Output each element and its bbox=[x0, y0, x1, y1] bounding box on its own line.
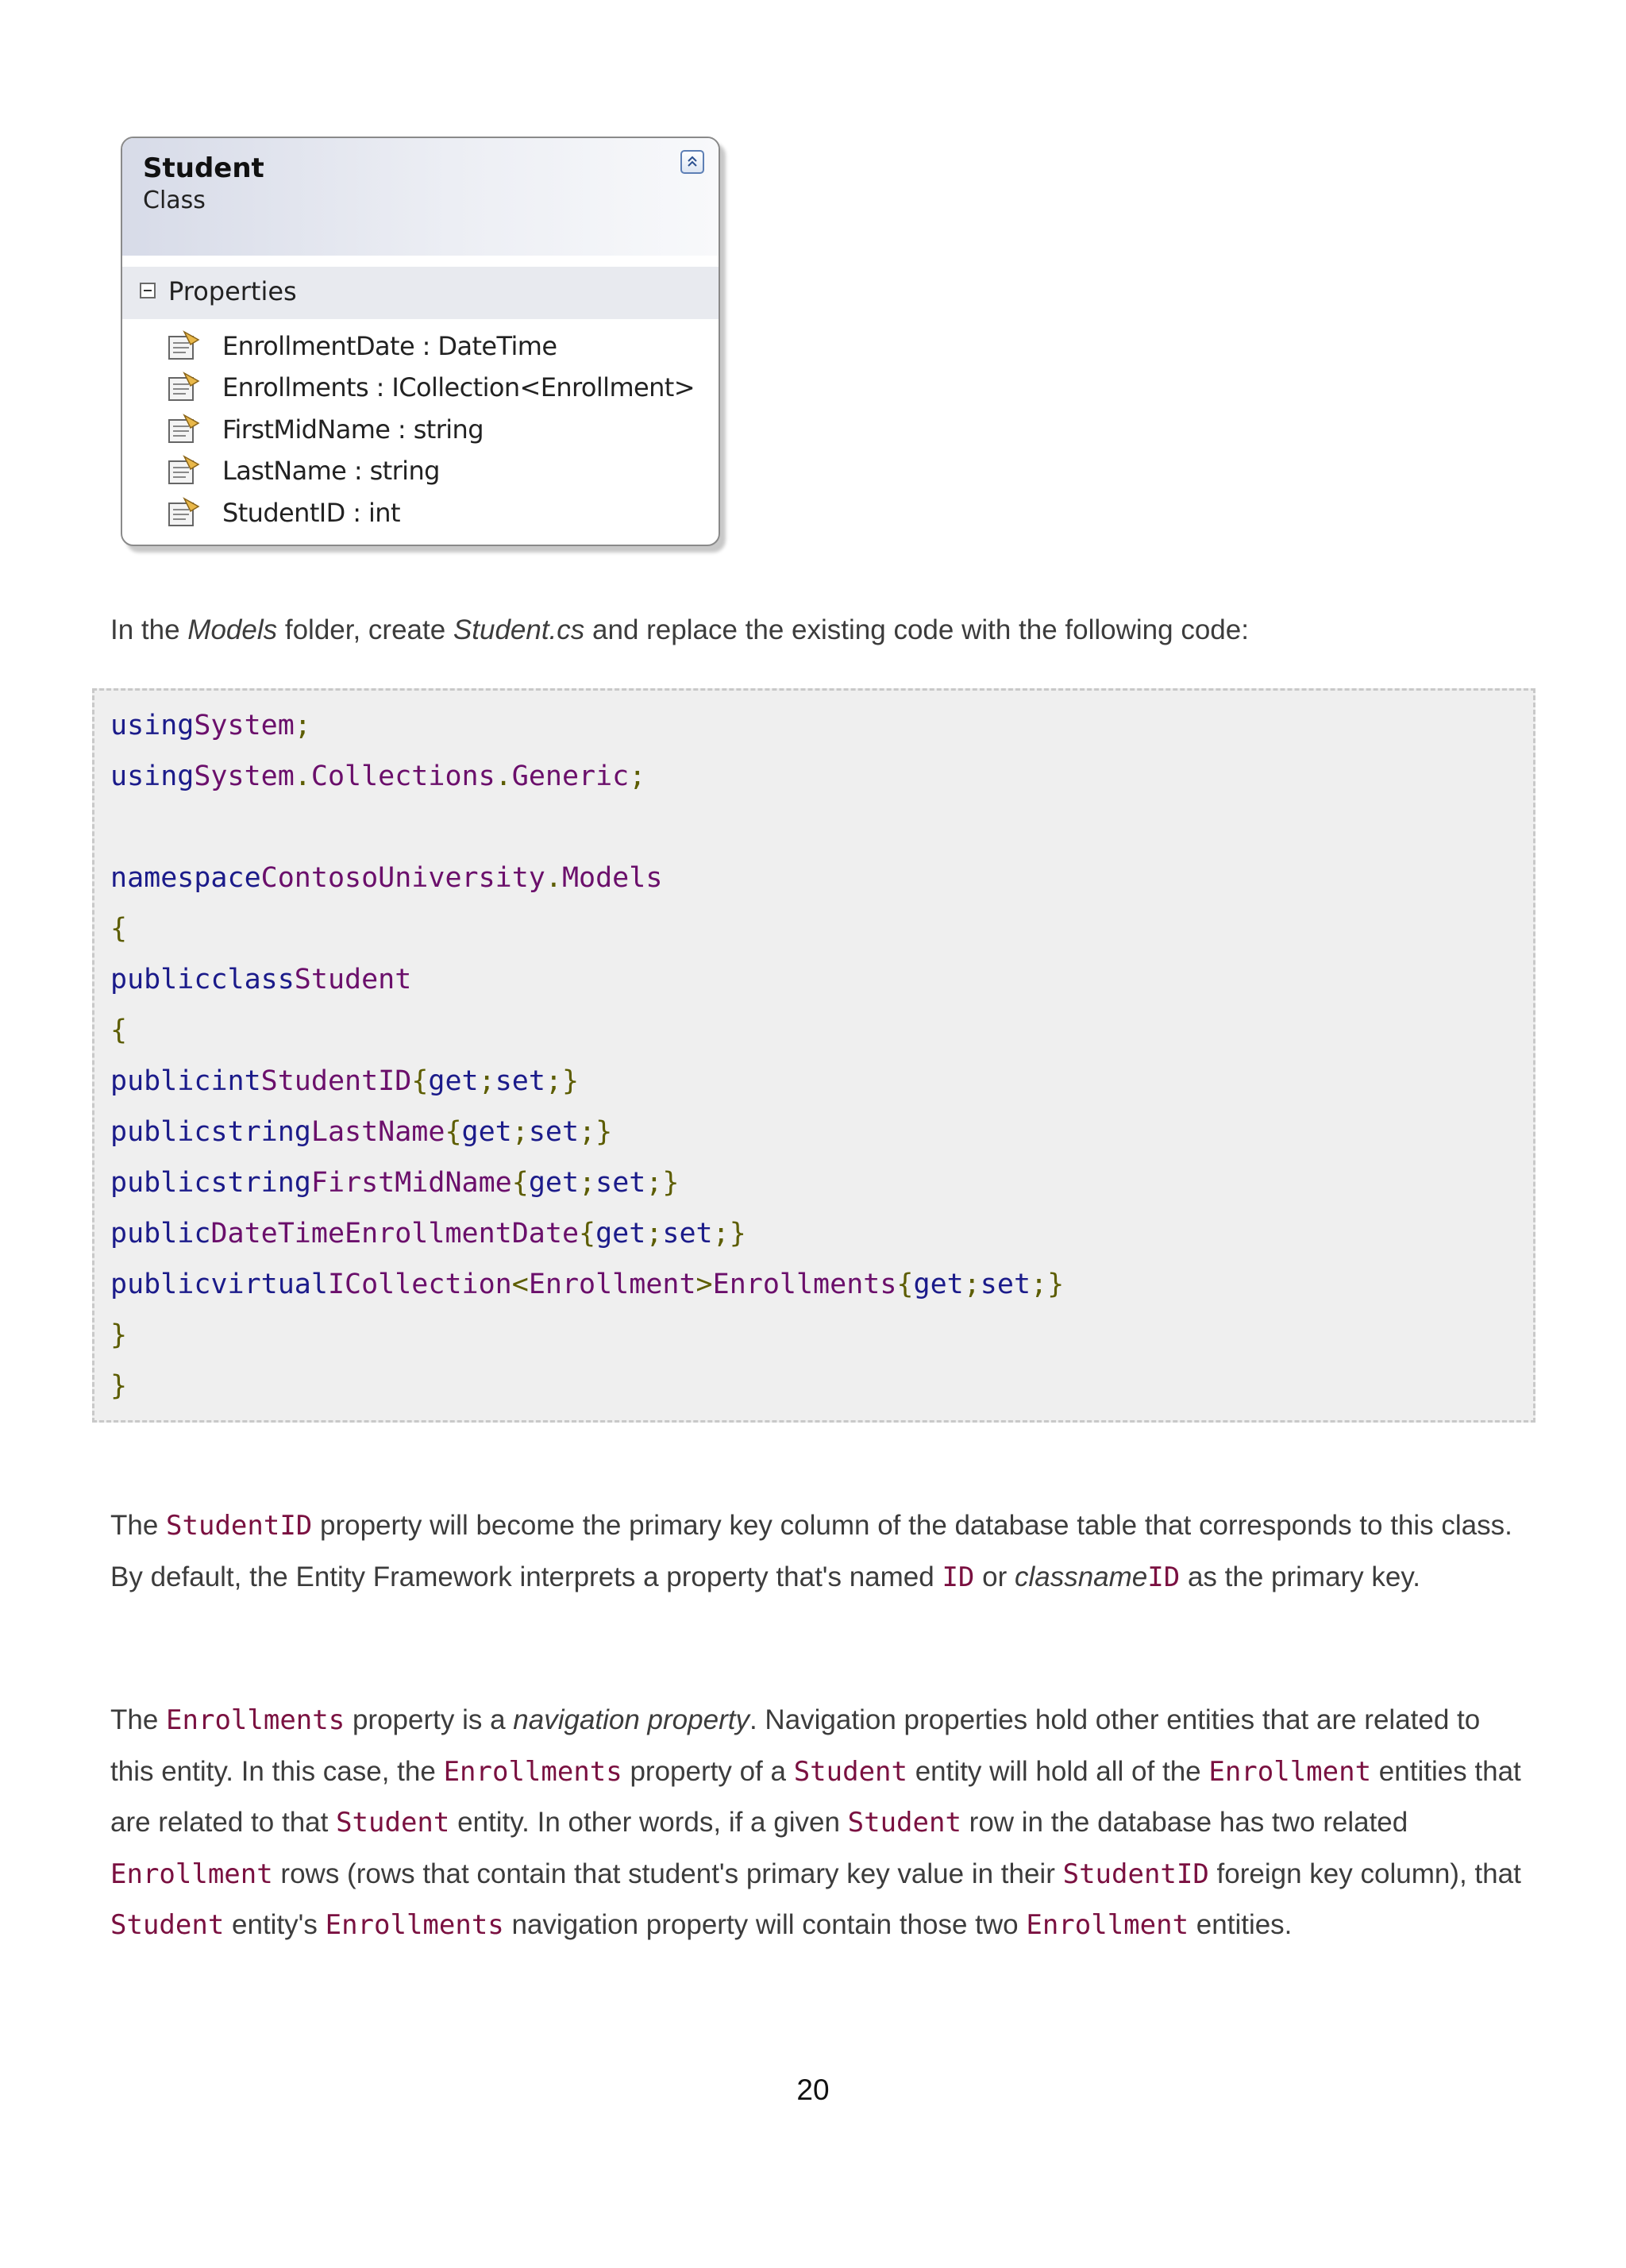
emphasis: navigation property bbox=[513, 1704, 749, 1735]
code-line: usingSystem; bbox=[110, 710, 311, 741]
property-item bbox=[167, 450, 440, 491]
inline-code: Enrollment bbox=[1208, 1755, 1372, 1788]
inline-code: Enrollment bbox=[110, 1858, 273, 1890]
inline-code: StudentID bbox=[1062, 1858, 1209, 1890]
inline-code: StudentID bbox=[166, 1510, 313, 1542]
property-icon bbox=[167, 495, 202, 530]
inline-code: Student bbox=[793, 1755, 907, 1788]
property-text: Enrollments : ICollection<Enrollment> bbox=[222, 372, 695, 402]
inline-code: Enrollments bbox=[443, 1755, 622, 1788]
property-text: StudentID : int bbox=[222, 498, 400, 528]
collapse-chevron-icon[interactable] bbox=[680, 150, 704, 174]
file-name: Student.cs bbox=[453, 614, 585, 645]
property-text: LastName : string bbox=[222, 456, 440, 486]
inline-code: ID bbox=[942, 1561, 975, 1593]
emphasis: classname bbox=[1014, 1561, 1148, 1592]
inline-code: Enrollments bbox=[166, 1704, 345, 1736]
code-line: } bbox=[110, 1319, 128, 1351]
collapse-minus-icon[interactable] bbox=[140, 283, 156, 298]
inline-code: Enrollments bbox=[325, 1909, 504, 1941]
inline-code: Enrollment bbox=[1026, 1909, 1189, 1941]
inline-code: Student bbox=[847, 1807, 961, 1839]
property-item bbox=[167, 409, 484, 450]
code-line: publicstringFirstMidName{get;set;} bbox=[110, 1167, 680, 1199]
intro-paragraph: In the Models folder, create Student.cs and replace the existing code with the following code: bbox=[110, 614, 1249, 645]
class-diagram-header bbox=[122, 138, 719, 256]
property-item bbox=[167, 325, 557, 367]
property-text: FirstMidName : string bbox=[222, 414, 484, 445]
code-line: usingSystem.Collections.Generic; bbox=[110, 760, 646, 792]
property-icon bbox=[167, 453, 202, 488]
inline-code: ID bbox=[1147, 1561, 1181, 1593]
code-block[interactable] bbox=[92, 688, 1535, 1423]
property-text: EnrollmentDate : DateTime bbox=[222, 331, 557, 361]
property-icon bbox=[167, 370, 202, 405]
property-item bbox=[167, 367, 695, 408]
property-item bbox=[167, 492, 400, 533]
class-diagram bbox=[121, 137, 720, 546]
code-line: { bbox=[110, 1015, 128, 1046]
page-number: 20 bbox=[796, 2074, 830, 2106]
code-line: { bbox=[110, 913, 128, 945]
properties-section-label: Properties bbox=[168, 276, 297, 306]
class-name: Student bbox=[143, 152, 264, 184]
inline-code: Student bbox=[110, 1909, 225, 1941]
code-line: publicvirtualICollection<Enrollment>Enrollments{get;set;} bbox=[110, 1269, 1065, 1300]
property-icon bbox=[167, 412, 202, 447]
code-line: publicclassStudent bbox=[110, 964, 412, 995]
code-line: publicintStudentID{get;set;} bbox=[110, 1065, 580, 1097]
inline-code: Student bbox=[336, 1807, 450, 1839]
paragraph-enrollments: The Enrollments property is a navigation property. Navigation properties hold other entities that are related to this entity. In this case, the Enrollments property of a Student entity will hold all of the Enrollment entities that are related to that Student entity. In other words, if a given Student row in the database has two related Enrollment rows (rows that contain that student's primary key value in their StudentID foreign key column), that Student entity's Enrollments navigation property will contain those two Enrollment entities. bbox=[110, 1704, 1521, 1941]
property-icon bbox=[167, 329, 202, 364]
paragraph-student-id: The StudentID property will become the primary key column of the database table that corresponds to this class. By default, the Entity Framework interprets a property that's named ID or classnameID as the primary key. bbox=[110, 1510, 1512, 1593]
folder-name: Models bbox=[187, 614, 278, 645]
code-line: } bbox=[110, 1370, 128, 1402]
properties-section-header[interactable] bbox=[122, 267, 719, 319]
code-line: publicDateTimeEnrollmentDate{get;set;} bbox=[110, 1218, 746, 1250]
class-kind: Class bbox=[143, 187, 206, 214]
code-line: namespaceContosoUniversity.Models bbox=[110, 862, 663, 894]
code-line: publicstringLastName{get;set;} bbox=[110, 1116, 613, 1148]
